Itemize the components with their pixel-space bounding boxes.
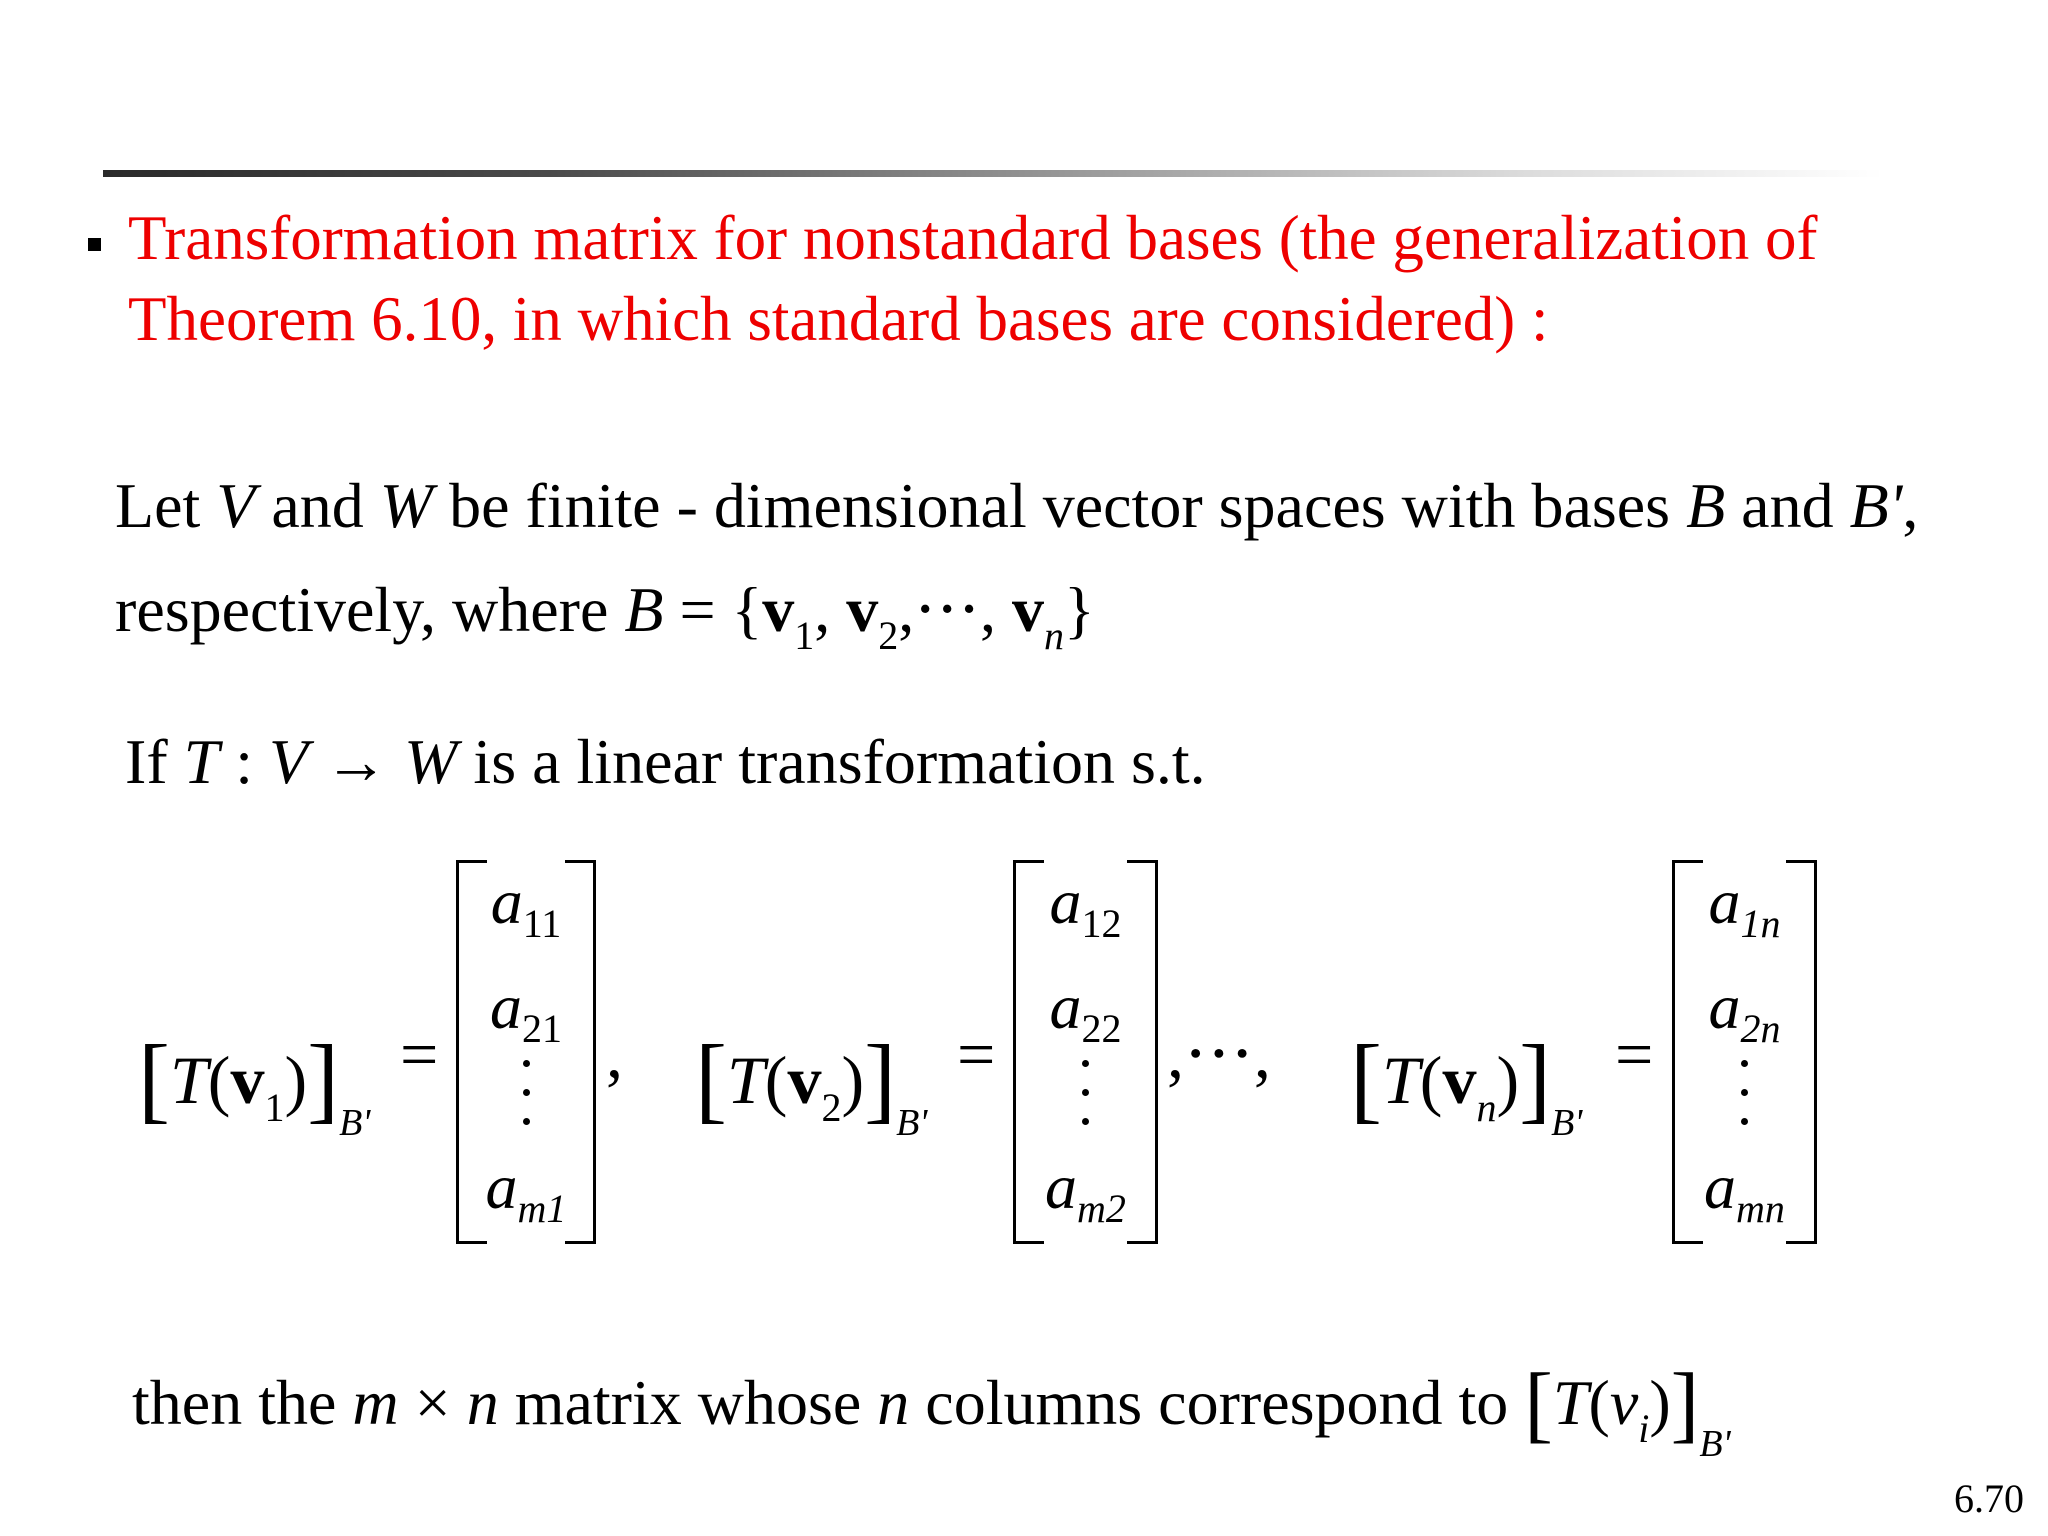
equation-lhs: $[T(v_2)]_{B'}$ xyxy=(695,1025,928,1144)
equation-lhs: $[T(v_n)]_{B'}$ xyxy=(1350,1025,1583,1144)
symbol-B: B xyxy=(1686,470,1726,541)
symbol-V: V xyxy=(269,726,309,797)
column-matrix-n xyxy=(1672,860,1817,1240)
vector-v1: v xyxy=(762,574,795,645)
subscript-i: i xyxy=(1638,1406,1650,1451)
text-close-brace: } xyxy=(1064,574,1095,645)
text-comma: , xyxy=(1902,470,1919,541)
symbol-v: v xyxy=(1609,1367,1639,1438)
text-comma: , xyxy=(814,574,847,645)
basis-subscript: B' xyxy=(896,1102,928,1144)
text-colon: : xyxy=(219,726,269,797)
symbol-B-prime: B' xyxy=(1849,470,1903,541)
matrix-entry: $a_{21}$ xyxy=(490,971,562,1051)
statement-line-3 xyxy=(125,726,1206,797)
basis-subscript: B' xyxy=(1551,1102,1583,1144)
subscript-1: 1 xyxy=(794,613,815,658)
heading-text: Transformation matrix for nonstandard bases (the generalization of Theorem 6.10, in which standard bases are considered) : xyxy=(128,203,1818,354)
subscript-n: n xyxy=(1044,613,1064,658)
symbol-W: W xyxy=(379,470,434,541)
statement-line-1 xyxy=(115,470,1919,541)
vertical-ellipsis-icon xyxy=(521,1060,531,1130)
text-respectively: respectively, where xyxy=(115,574,625,645)
vertical-ellipsis-icon xyxy=(1740,1060,1750,1130)
subscript: n xyxy=(1476,1085,1497,1130)
vector-v2: v xyxy=(846,574,879,645)
matrix-entry: $a_{12}$ xyxy=(1049,866,1122,946)
equation-2 xyxy=(695,860,1295,1250)
text-and: and xyxy=(255,470,380,541)
equals-sign: = xyxy=(1615,1016,1654,1092)
text-ellipsis: ,⋅⋅⋅, xyxy=(898,574,1012,645)
matrix-entry: $a_{22}$ xyxy=(1049,971,1122,1051)
column-matrix-1 xyxy=(456,860,596,1240)
column-matrix-2 xyxy=(1013,860,1158,1240)
vector-v: v xyxy=(230,1042,265,1118)
symbol-B: B xyxy=(624,574,664,645)
basis-subscript: B' xyxy=(1699,1423,1731,1465)
text-vector-spaces: be finite - dimensional vector spaces with bases xyxy=(433,470,1687,541)
times-icon: × xyxy=(398,1367,467,1438)
symbol-n: n xyxy=(466,1367,499,1438)
text-let: Let xyxy=(115,470,217,541)
equation-lhs: $[T(v_1)]_{B'}$ xyxy=(138,1025,371,1144)
text-then: then the xyxy=(132,1367,353,1438)
symbol-T: T xyxy=(183,726,220,797)
bullet-square xyxy=(88,238,101,251)
text-and-2: and xyxy=(1725,470,1850,541)
symbol-T: T xyxy=(1552,1367,1589,1438)
statement-line-2 xyxy=(115,574,1095,658)
equation-3 xyxy=(1350,860,1830,1250)
subscript: 1 xyxy=(264,1085,285,1130)
basis-subscript: B' xyxy=(339,1102,371,1144)
matrix-entry: $a_{1n}$ xyxy=(1708,866,1781,946)
statement-line-4: then the m × n matrix whose n columns correspond to $[T(v_i)]_{B'}$ xyxy=(132,1355,1731,1465)
matrix-entry: $a_{m1}$ xyxy=(485,1151,567,1231)
equals-sign: = xyxy=(400,1016,439,1092)
text-if: If xyxy=(125,726,184,797)
symbol-W: W xyxy=(404,726,458,797)
text-columns-correspond: columns correspond to xyxy=(909,1367,1525,1438)
text-linear-transformation: is a linear transformation s.t. xyxy=(457,726,1206,797)
arrow-icon: → xyxy=(308,726,405,797)
text-equals-brace: = { xyxy=(663,574,763,645)
vertical-ellipsis-icon xyxy=(1081,1060,1091,1130)
ellipsis-separator: ,⋅⋅⋅, xyxy=(1167,1016,1271,1092)
matrix-entry: $a_{mn}$ xyxy=(1704,1151,1785,1231)
equals-sign: = xyxy=(957,1016,996,1092)
text-matrix-whose: matrix whose xyxy=(498,1367,878,1438)
equation-1 xyxy=(138,860,623,1250)
symbol-n: n xyxy=(877,1367,910,1438)
matrix-entry: $a_{11}$ xyxy=(490,866,562,946)
vector-v: v xyxy=(787,1042,822,1118)
subscript-2: 2 xyxy=(878,613,899,658)
symbol-T: T xyxy=(1381,1042,1420,1118)
subscript: 2 xyxy=(821,1085,842,1130)
title-rule xyxy=(103,170,1883,177)
matrix-entry: $a_{m2}$ xyxy=(1045,1151,1126,1231)
symbol-T: T xyxy=(169,1042,208,1118)
vector-vn: v xyxy=(1012,574,1044,645)
matrix-entry: $a_{2n}$ xyxy=(1708,971,1781,1051)
symbol-V: V xyxy=(216,470,256,541)
page-number: 6.70 xyxy=(1954,1476,2024,1521)
symbol-T: T xyxy=(726,1042,765,1118)
vector-v: v xyxy=(1442,1042,1477,1118)
symbol-m: m xyxy=(352,1367,399,1438)
comma-separator: , xyxy=(606,1016,623,1092)
